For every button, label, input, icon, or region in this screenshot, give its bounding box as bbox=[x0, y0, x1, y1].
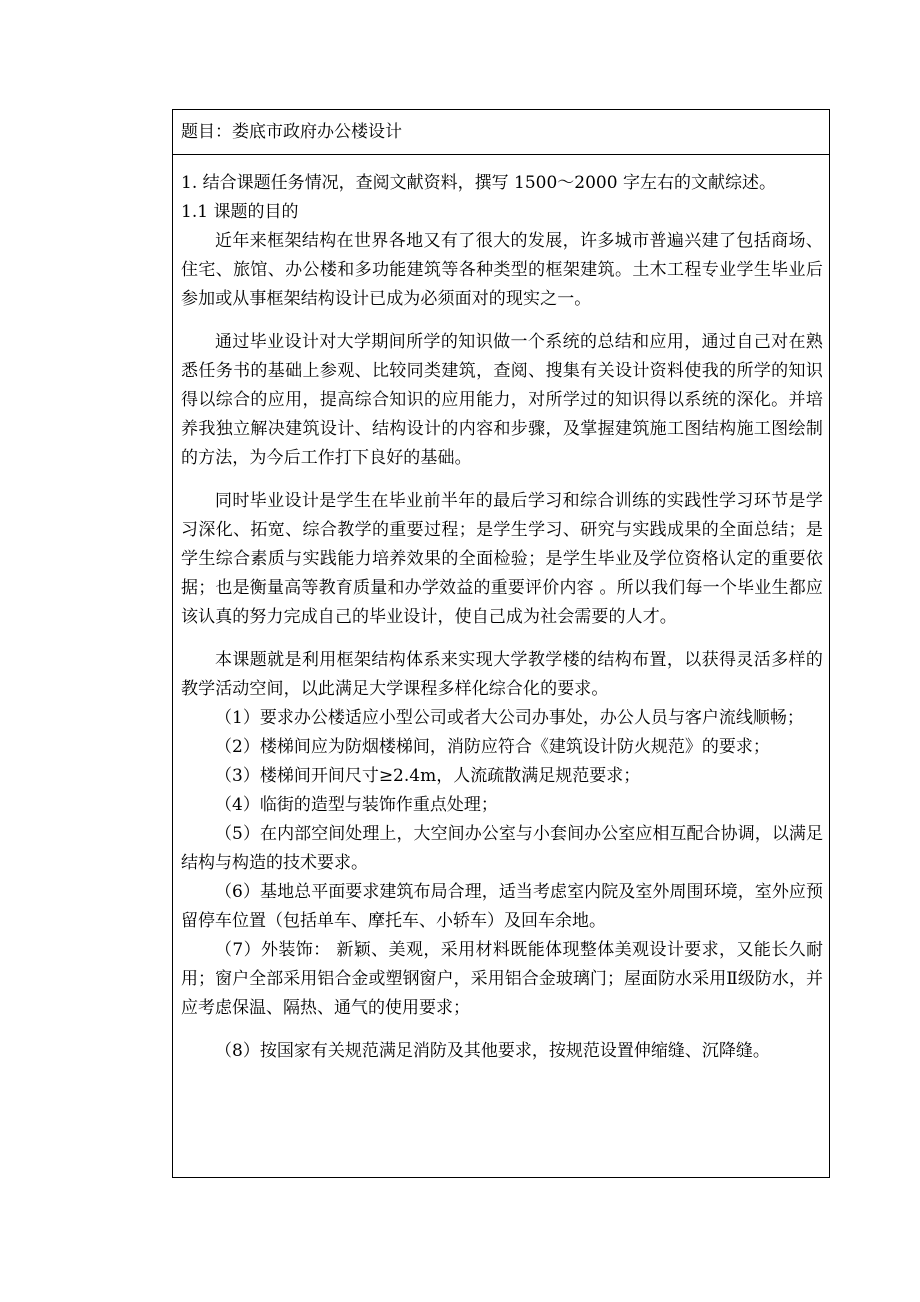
requirement-item: （4）临街的造型与装饰作重点处理； bbox=[215, 795, 498, 815]
requirement-item: （7）外装饰： 新颖、美观，采用材料既能体现整体美观设计要求，又能长久耐用；窗户全部采用铝合金或塑钢窗户，采用铝合金玻璃门；屋面防水采用Ⅱ级防水，并应考虑保温、隔热、通气的使用要求； bbox=[181, 940, 823, 1018]
requirement-item: （5）在内部空间处理上，大空间办公室与小套间办公室应相互配合协调，以满足结构与构造的技术要求。 bbox=[181, 824, 823, 873]
paragraph-topic-purpose: 本课题就是利用框架结构体系来实现大学教学楼的结构布置，以获得灵活多样的教学活动空间，以此满足大学课程多样化综合化的要求。 bbox=[181, 650, 823, 699]
topic-title: 题目：娄底市政府办公楼设计 bbox=[173, 110, 829, 155]
document-form-table bbox=[172, 109, 830, 1178]
paragraph-practice-link: 同时毕业设计是学生在毕业前半年的最后学习和综合训练的实践性学习环节是学习深化、拓宽、综合教学的重要过程；是学生学习、研究与实践成果的全面总结；是学生综合素质与实践能力培养效果的全面检验；是学生毕业及学位资格认定的重要依据；也是衡量高等教育质量和办学效益的重要评价内容 。所以我们每一个毕业生都应该认真的努力完成自己的毕业设计，使自己成为社会需要的人才。 bbox=[181, 491, 823, 627]
section-heading-1: 1. 结合课题任务情况，查阅文献资料，撰写 1500～2000 字左右的文献综述。 bbox=[181, 173, 776, 193]
paragraph-design-summary: 通过毕业设计对大学期间所学的知识做一个系统的总结和应用，通过自己对在熟悉任务书的基础上参观、比较同类建筑，查阅、搜集有关设计资料使我的所学的知识得以综合的应用，提高综合知识的应用能力，对所学过的知识得以系统的深化。并培养我独立解决建筑设计、结构设计的内容和步骤，及掌握建筑施工图结构施工图绘制的方法，为今后工作打下良好的基础。 bbox=[181, 332, 823, 468]
paragraph-framework-development: 近年来框架结构在世界各地又有了很大的发展，许多城市普遍兴建了包括商场、住宅、旅馆、办公楼和多功能建筑等各种类型的框架建筑。土木工程专业学生毕业后参加或从事框架结构设计已成为必须面对的现实之一。 bbox=[181, 231, 823, 309]
requirement-item: （2）楼梯间应为防烟楼梯间，消防应符合《建筑设计防火规范》的要求； bbox=[215, 737, 770, 757]
section-heading-1-1: 1.1 课题的目的 bbox=[181, 202, 299, 222]
requirement-item: （3）楼梯间开间尺寸≥2.4m，人流疏散满足规范要求； bbox=[215, 766, 641, 786]
requirement-item-last: （8）按国家有关规范满足消防及其他要求，按规范设置伸缩缝、沉降缝。 bbox=[215, 1041, 770, 1061]
requirement-item: （6）基地总平面要求建筑布局合理，适当考虑室内院及室外周围环境，室外应预留停车位置（包括单车、摩托车、小轿车）及回车余地。 bbox=[181, 882, 823, 931]
literature-review-cell bbox=[173, 155, 829, 1066]
requirement-item: （1）要求办公楼适应小型公司或者大公司办事处，办公人员与客户流线顺畅； bbox=[215, 708, 804, 728]
